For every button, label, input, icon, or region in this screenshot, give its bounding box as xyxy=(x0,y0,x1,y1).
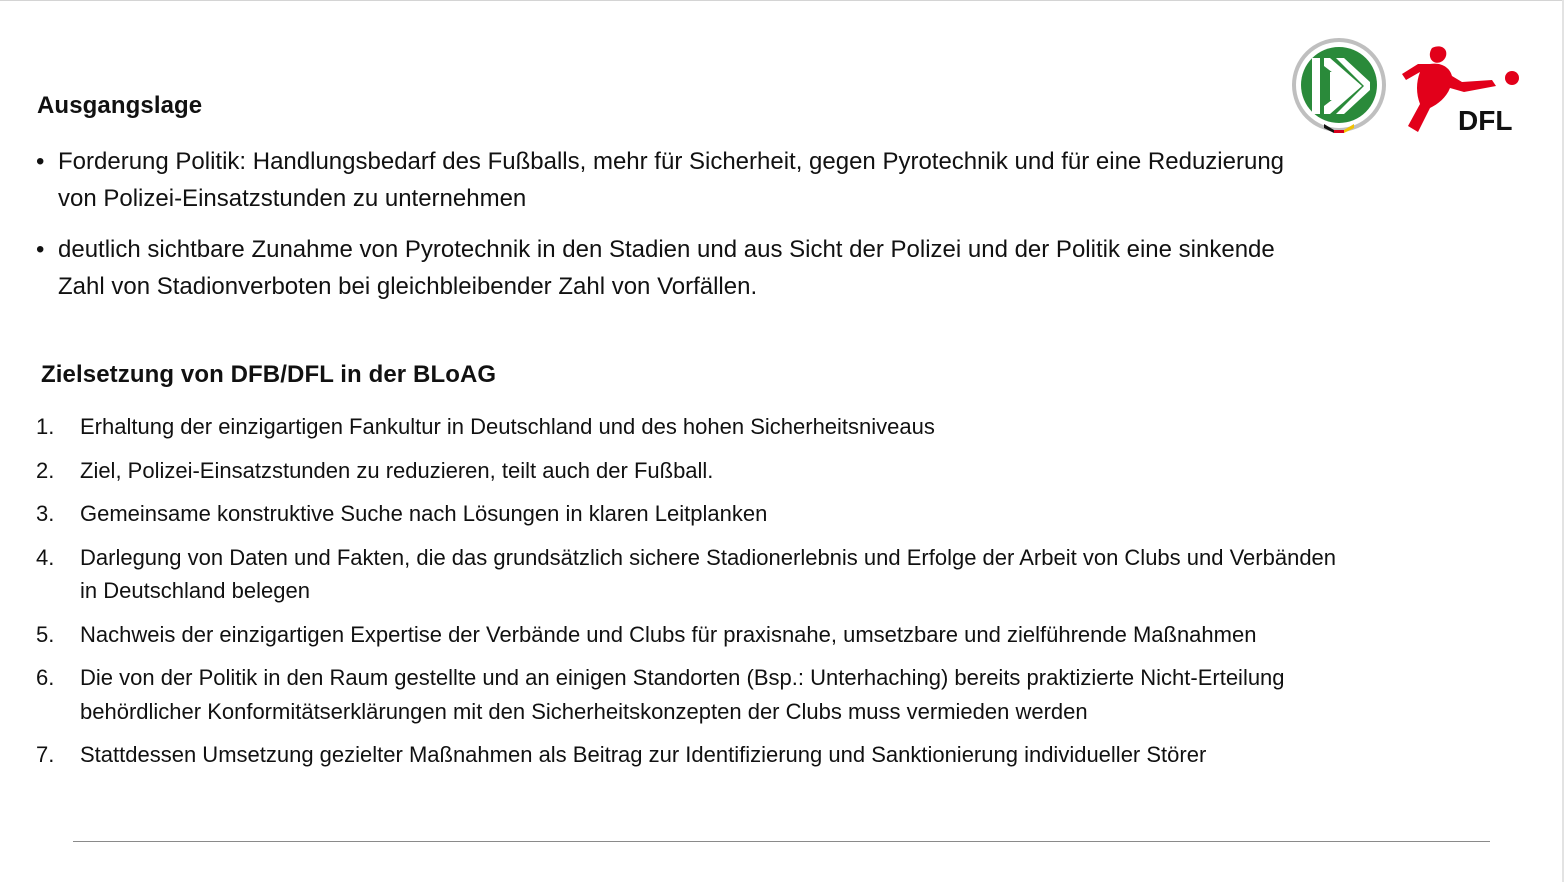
list-item xyxy=(36,541,1356,608)
list-number: 3. xyxy=(36,501,55,526)
list-text: Die von der Politik in den Raum gestellte und an einigen Standorten (Bsp.: Unterhaching) bereits praktizierte Nicht-Erteilung behördlicher Konformitätserklärungen mit den Sicherheitskonzepten der Clubs muss vermieden werden xyxy=(80,665,1285,724)
list-number: 6. xyxy=(36,665,55,690)
list-item xyxy=(36,738,1356,772)
list-text: Erhaltung der einzigartigen Fankultur in Deutschland und des hohen Sicherheitsniveaus xyxy=(80,414,935,439)
top-border xyxy=(0,0,1564,1)
list-text: Ziel, Polizei-Einsatzstunden zu reduzieren, teilt auch der Fußball. xyxy=(80,457,714,483)
dfb-logo xyxy=(1290,36,1388,134)
bullet-mark: • xyxy=(36,148,45,175)
dfl-logo-text: DFL xyxy=(1458,105,1513,132)
list-text: Darlegung von Daten und Fakten, die das grundsätzlich sichere Stadionerlebnis und Erfolge der Arbeit von Clubs und Verbänden in Deutschland belegen xyxy=(80,544,1337,603)
list-item xyxy=(36,454,1356,488)
bullet-text: Forderung Politik: Handlungsbedarf des Fußballs, mehr für Sicherheit, gegen Pyrotechnik und für eine Reduzierung von Polizei-Einsatzstunden zu unternehmen xyxy=(58,148,1285,212)
section-title-zielsetzung: Zielsetzung von DFB/DFL in der BLoAG xyxy=(41,361,497,388)
list-number: 5. xyxy=(36,621,55,647)
footer-divider xyxy=(73,841,1490,842)
list-number: 1. xyxy=(36,414,55,439)
list-item xyxy=(36,497,1356,531)
list-item xyxy=(36,410,1356,444)
list-text: Gemeinsame konstruktive Suche nach Lösungen in klaren Leitplanken xyxy=(80,501,768,526)
list-number: 2. xyxy=(36,457,55,483)
list-text: Nachweis der einzigartigen Expertise der Verbände und Clubs für praxisnahe, umsetzbare und zielführende Maßnahmen xyxy=(80,621,1257,647)
logo-group xyxy=(1290,36,1530,136)
list-number: 4. xyxy=(36,544,55,570)
section-title-ausgangslage: Ausgangslage xyxy=(37,92,203,119)
bullet-list xyxy=(34,143,1314,319)
list-text: Stattdessen Umsetzung gezielter Maßnahmen als Beitrag zur Identifizierung und Sanktionierung individueller Störer xyxy=(80,742,1207,767)
list-item xyxy=(36,618,1356,652)
bullet-item xyxy=(34,143,1314,217)
list-item xyxy=(36,661,1356,728)
bullet-item xyxy=(34,231,1314,305)
dfl-logo xyxy=(1402,42,1524,132)
numbered-list xyxy=(36,410,1356,782)
bullet-text: deutlich sichtbare Zunahme von Pyrotechnik in den Stadien und aus Sicht der Polizei und der Politik eine sinkende Zahl von Stadionverboten bei gleichbleibender Zahl von Vorfällen. xyxy=(58,236,1275,300)
bullet-mark: • xyxy=(36,236,45,263)
list-number: 7. xyxy=(36,742,55,767)
